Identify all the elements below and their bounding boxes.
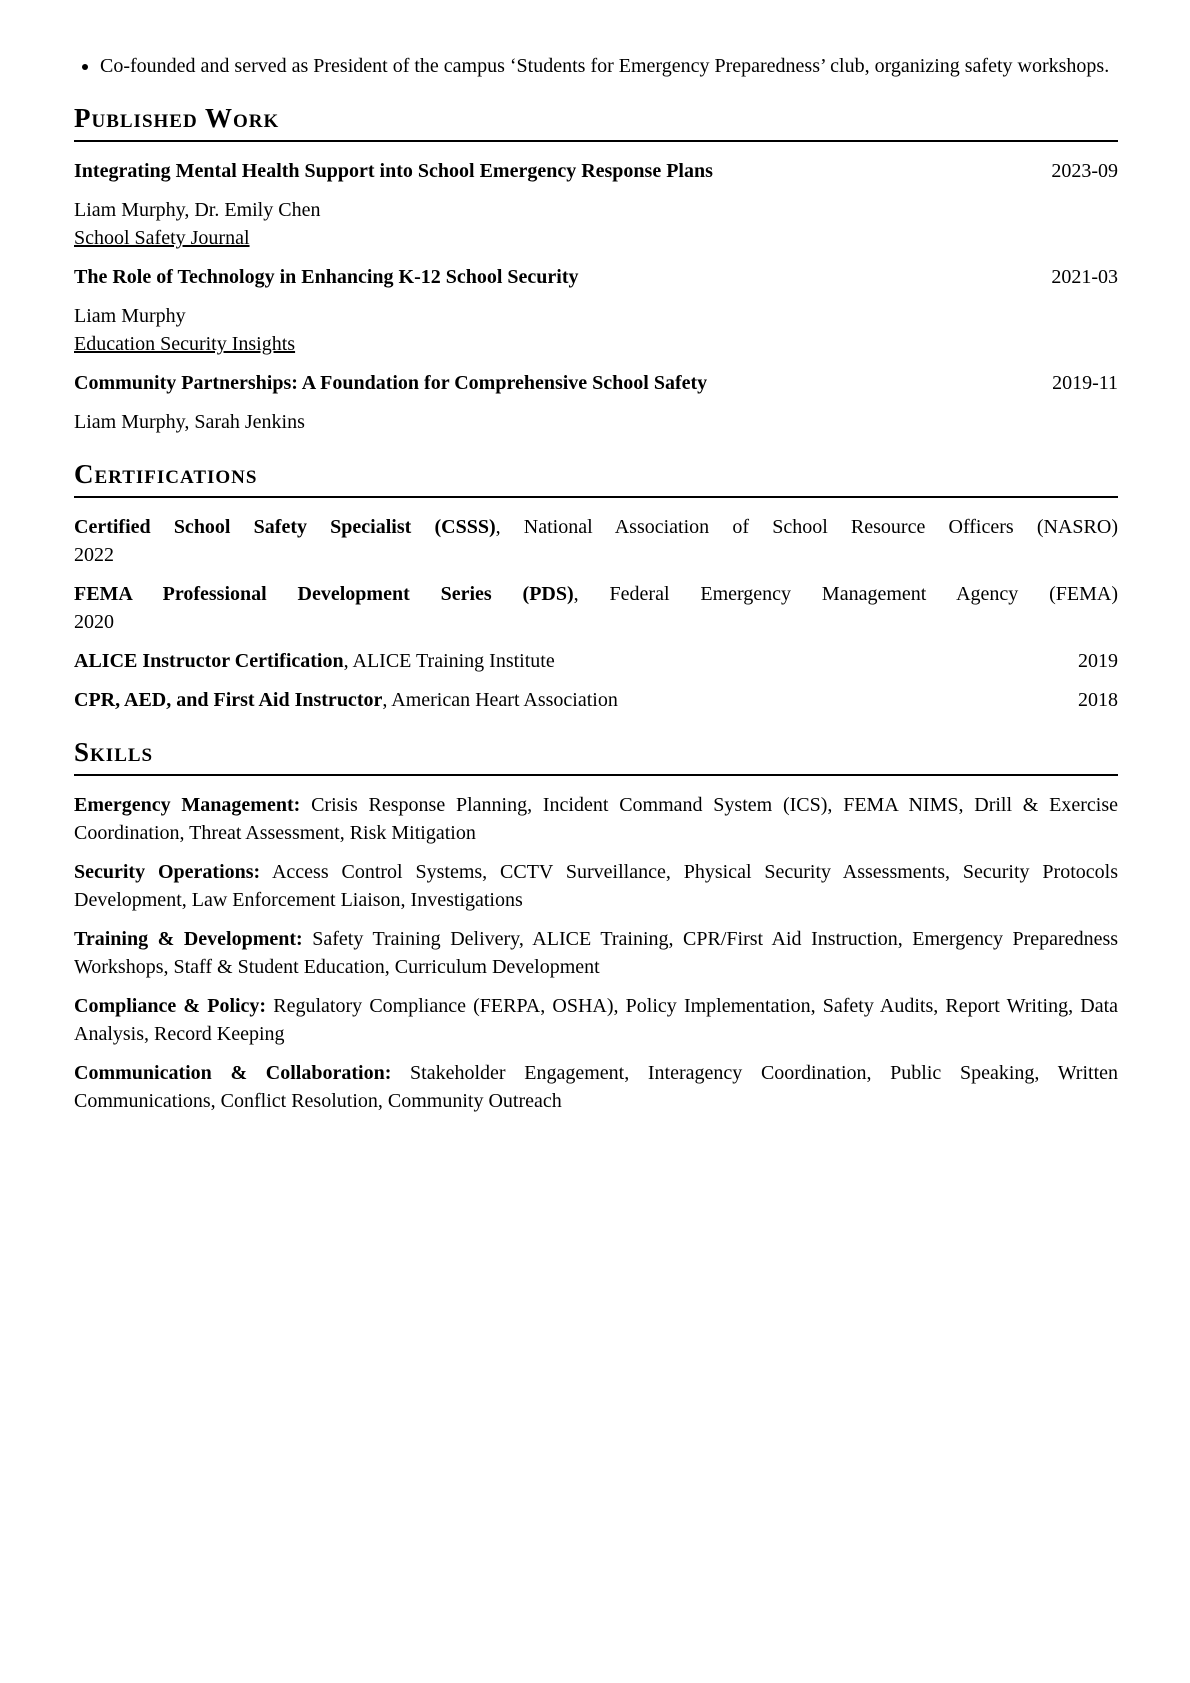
- skill-details: Access Control Systems, CCTV Surveillance, Physical Security Assessments, Security Protocols Development, Law Enforcement Liaison, Investigations: [74, 861, 1118, 911]
- publication-entry: [74, 369, 1118, 436]
- publication-authors: Liam Murphy: [74, 305, 186, 327]
- skill-details: Crisis Response Planning, Incident Command System (ICS), FEMA NIMS, Drill & Exercise Coordination, Threat Assessment, Risk Mitigation: [74, 794, 1118, 844]
- skill-category: Training & Development:: [74, 928, 303, 950]
- section-heading-skills: Skills: [74, 736, 1118, 776]
- publication-authors: Liam Murphy, Sarah Jenkins: [74, 411, 305, 433]
- certification-text: [74, 513, 1118, 541]
- skill-entry: [74, 791, 1118, 847]
- certification-entry: [74, 513, 1118, 569]
- journal-link[interactable]: Education Security Insights: [74, 333, 296, 355]
- publication-authors: Liam Murphy, Dr. Emily Chen: [74, 199, 321, 221]
- publication-date: 2019-11: [1052, 372, 1118, 394]
- skill-details: Regulatory Compliance (FERPA, OSHA), Policy Implementation, Safety Audits, Report Writing, Data Analysis, Record Keeping: [74, 995, 1119, 1045]
- publication-date: 2023-09: [1051, 160, 1118, 182]
- certification-org: , ALICE Training Institute: [343, 650, 555, 672]
- certification-text: [74, 580, 1118, 608]
- certification-org: , American Heart Association: [382, 689, 618, 711]
- certification-text: [74, 647, 555, 675]
- certification-name: ALICE Instructor Certification: [74, 650, 344, 672]
- skill-category: Compliance & Policy:: [74, 995, 267, 1017]
- certification-org: , National Association of School Resource Officers (NASRO): [495, 516, 1118, 538]
- certification-entry: [74, 686, 1118, 714]
- certification-year: 2022: [74, 544, 114, 566]
- certification-entry: [74, 580, 1118, 636]
- publication-title: Integrating Mental Health Support into School Emergency Response Plans: [74, 160, 713, 182]
- intro-bullet: • Co-founded and served as President of the campus ‘Students for Emergency Preparedness’ club, organizing safety workshops.: [100, 52, 1118, 80]
- publication-title-row: [74, 369, 1118, 397]
- certification-year: 2019: [1078, 650, 1118, 672]
- section-heading-certifications: Certifications: [74, 458, 1118, 498]
- skill-category: Emergency Management:: [74, 794, 301, 816]
- certification-year: 2018: [1078, 689, 1118, 711]
- skill-entry: [74, 1059, 1118, 1115]
- certification-org: , Federal Emergency Management Agency (FEMA): [573, 583, 1119, 605]
- certification-name: Certified School Safety Specialist (CSSS): [74, 516, 496, 538]
- skill-details: Stakeholder Engagement, Interagency Coordination, Public Speaking, Written Communications, Conflict Resolution, Community Outreach: [74, 1062, 1119, 1112]
- skill-category: Security Operations:: [74, 861, 261, 883]
- certification-entry: [74, 647, 1118, 675]
- certification-year: 2020: [74, 611, 114, 633]
- publication-entry: [74, 263, 1118, 358]
- publication-date: 2021-03: [1051, 266, 1118, 288]
- publication-title-row: [74, 263, 1118, 291]
- skill-entry: [74, 858, 1118, 914]
- certification-name: CPR, AED, and First Aid Instructor: [74, 689, 383, 711]
- publication-title: The Role of Technology in Enhancing K-12 School Security: [74, 266, 579, 288]
- skill-category: Communication & Collaboration:: [74, 1062, 392, 1084]
- journal-link[interactable]: School Safety Journal: [74, 227, 250, 249]
- publication-title-row: [74, 157, 1118, 185]
- skill-details: Safety Training Delivery, ALICE Training, CPR/First Aid Instruction, Emergency Preparedness Workshops, Staff & Student Education, Curriculum Development: [74, 928, 1119, 978]
- publication-journal-row: [74, 224, 1118, 252]
- certification-text: [74, 686, 618, 714]
- skill-entry: [74, 925, 1118, 981]
- section-heading-published-work: Published Work: [74, 102, 1118, 142]
- intro-bullet-list: [74, 52, 1118, 80]
- certification-name: FEMA Professional Development Series (PDS): [74, 583, 574, 605]
- publication-journal-row: [74, 330, 1118, 358]
- publication-entry: [74, 157, 1118, 252]
- publication-title: Community Partnerships: A Foundation for Comprehensive School Safety: [74, 372, 708, 394]
- skill-entry: [74, 992, 1118, 1048]
